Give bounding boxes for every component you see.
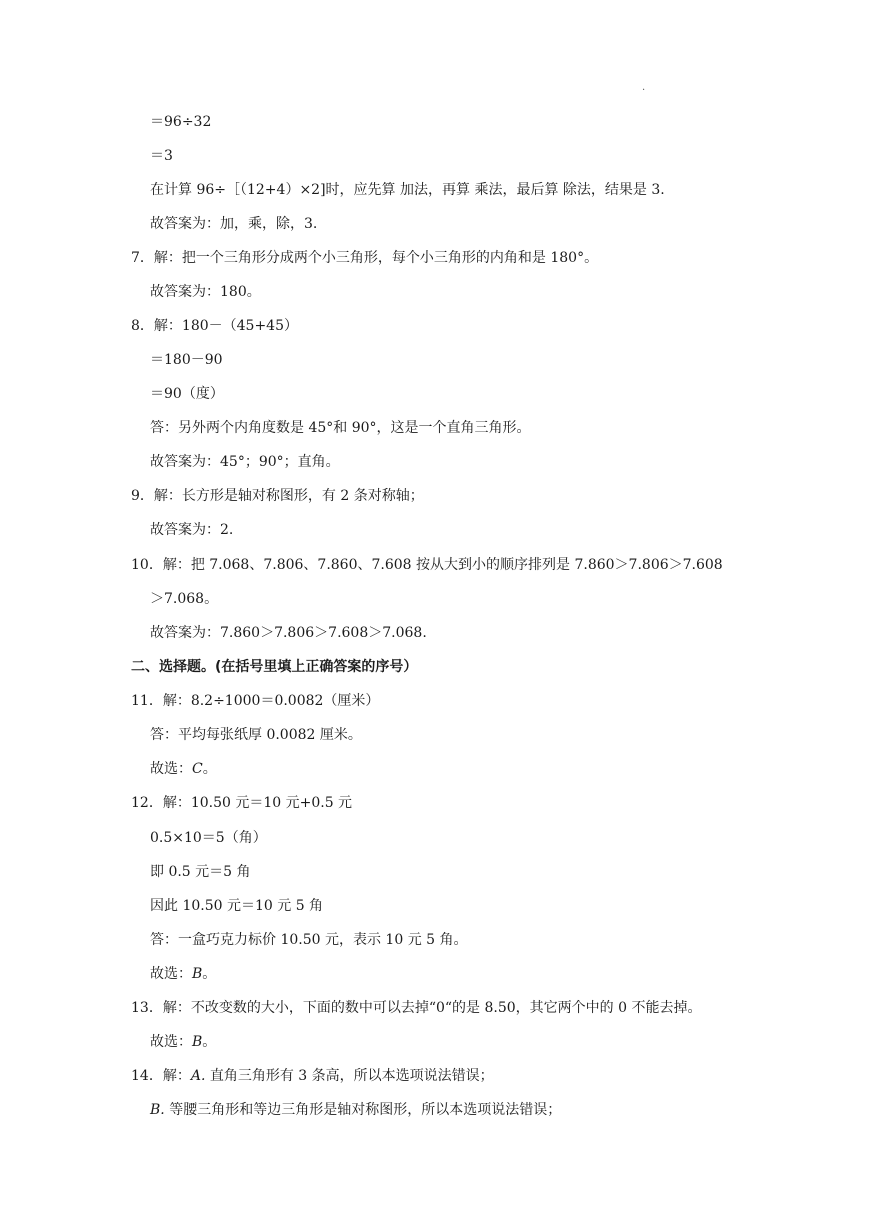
header-dot: . — [642, 82, 646, 93]
answer-choice: B — [192, 966, 203, 982]
section-heading-choice: 二、选择题。(在括号里填上正确答案的序号） — [131, 659, 418, 675]
option-a-label: A. — [190, 1068, 206, 1084]
q12-reply: 答：一盒巧克力标价 10.50 元，表示 10 元 5 角。 — [150, 932, 468, 948]
q14-option-b — [150, 1100, 561, 1120]
q9-answer: 故答案为：2. — [150, 522, 234, 538]
option-a-text: 直角三角形有 3 条高，所以本选项说法错误； — [205, 1068, 494, 1084]
q8-answer: 故答案为：45°；90°；直角。 — [150, 454, 340, 470]
q13-solution: 13．解：不改变数的大小，下面的数中可以去掉“0“的是 8.50，其它两个中的 0 不能去掉。 — [131, 1000, 702, 1016]
q7-solution: 7．解：把一个三角形分成两个小三角形，每个小三角形的内角和是 180°。 — [131, 250, 599, 266]
q14-solution — [131, 1066, 494, 1086]
answer-prefix: 故选： — [150, 761, 192, 777]
q11-solution: 11．解：8.2÷1000＝0.0082（厘米） — [131, 693, 380, 709]
q10-answer: 故答案为：7.860＞7.806＞7.608＞7.068. — [150, 625, 427, 641]
option-b-text: 等腰三角形和等边三角形是轴对称图形，所以本选项说法错误； — [164, 1102, 562, 1118]
q12-step-2: 即 0.5 元＝5 角 — [150, 864, 251, 880]
q8-reply: 答：另外两个内角度数是 45°和 90°，这是一个直角三角形。 — [150, 420, 531, 436]
q12-answer — [150, 964, 216, 984]
q10-solution-cont: ＞7.068。 — [150, 591, 219, 607]
q8-step-1: ＝180－90 — [150, 352, 223, 368]
q6-explanation: 在计算 96÷［（12+4）×2]时，应先算 加法，再算 乘法，最后算 除法，结果是 3. — [150, 182, 665, 198]
q8-step-2: ＝90（度） — [150, 386, 224, 402]
calc-line-2: ＝3 — [150, 148, 173, 164]
q12-step-3: 因此 10.50 元＝10 元 5 角 — [150, 898, 324, 914]
answer-choice: B — [192, 1034, 203, 1050]
calc-line-1: ＝96÷32 — [150, 114, 212, 130]
q13-answer — [150, 1032, 216, 1052]
answer-suffix: 。 — [202, 1034, 217, 1050]
q6-answer: 故答案为：加，乘，除，3. — [150, 216, 318, 232]
q14-prefix: 14．解： — [131, 1068, 191, 1084]
answer-suffix: 。 — [202, 761, 217, 777]
answer-prefix: 故选： — [150, 966, 192, 982]
answer-choice: C — [192, 761, 203, 777]
q8-solution: 8．解：180－（45+45） — [131, 318, 298, 334]
q11-answer — [150, 759, 217, 779]
q12-step-1: 0.5×10＝5（角） — [150, 830, 267, 846]
q11-reply: 答：平均每张纸厚 0.0082 厘米。 — [150, 727, 362, 743]
answer-prefix: 故选： — [150, 1034, 192, 1050]
q10-solution: 10．解：把 7.068、7.806、7.860、7.608 按从大到小的顺序排列是 7.860＞7.806＞7.608 — [131, 557, 723, 573]
answer-suffix: 。 — [202, 966, 217, 982]
q7-answer: 故答案为：180。 — [150, 284, 261, 300]
option-b-label: B. — [150, 1102, 165, 1118]
q12-solution: 12．解：10.50 元＝10 元+0.5 元 — [131, 795, 353, 811]
q9-solution: 9．解：长方形是轴对称图形，有 2 条对称轴； — [131, 488, 424, 504]
